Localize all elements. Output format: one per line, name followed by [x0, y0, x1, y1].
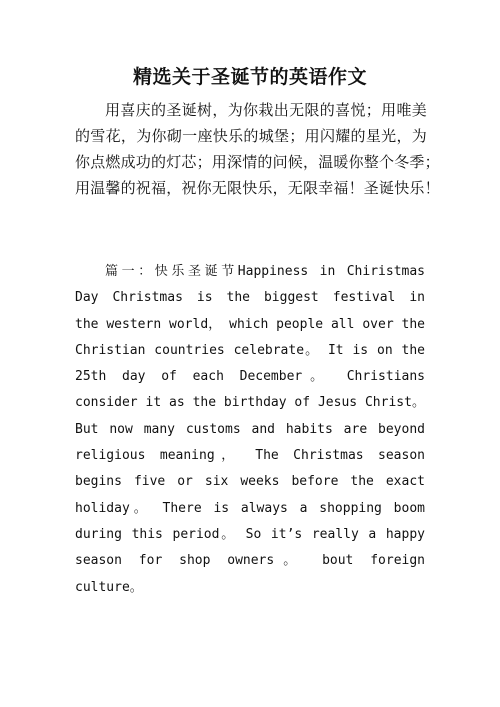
essay-line: culture。 [75, 579, 143, 595]
essay-line: 25th day of each December。 Christians [75, 369, 425, 385]
intro-line: 你点燃成功的灯芯；用深情的问候，温暖你整个冬季； [75, 153, 440, 171]
intro-line: 用温馨的祝福，祝你无限快乐，无限幸福！圣诞快乐！ [75, 179, 440, 197]
essay-line: Day Christmas is the biggest festival in [75, 290, 425, 306]
intro-line: 用喜庆的圣诞树，为你栽出无限的喜悦；用唯美 [105, 101, 427, 119]
essay-line: season for shop owners。 bout foreign [75, 553, 425, 569]
intro-paragraph [75, 97, 440, 201]
essay-line: during this period。 So it’s really a happy [75, 526, 425, 542]
essay-line: religious meaning， The Christmas season [75, 448, 425, 464]
essay-line: holiday。 There is always a shopping boom [75, 500, 425, 516]
essay-line: Christian countries celebrate。 It is on the [75, 342, 425, 358]
page-title: 精选关于圣诞节的英语作文 [132, 66, 367, 88]
essay-paragraph [75, 259, 425, 601]
essay-line: begins five or six weeks before the exact [75, 474, 425, 490]
essay-line: the western world， which people all over the [75, 316, 425, 332]
essay-line: But now many customs and habits are beyond [75, 421, 425, 437]
essay-line: 篇一：快乐圣诞节Happiness in Chiristmas [105, 264, 425, 279]
essay-line: consider it as the birthday of Jesus Christ。 [75, 395, 425, 411]
intro-line: 的雪花，为你砌一座快乐的城堡；用闪耀的星光，为 [75, 127, 427, 145]
